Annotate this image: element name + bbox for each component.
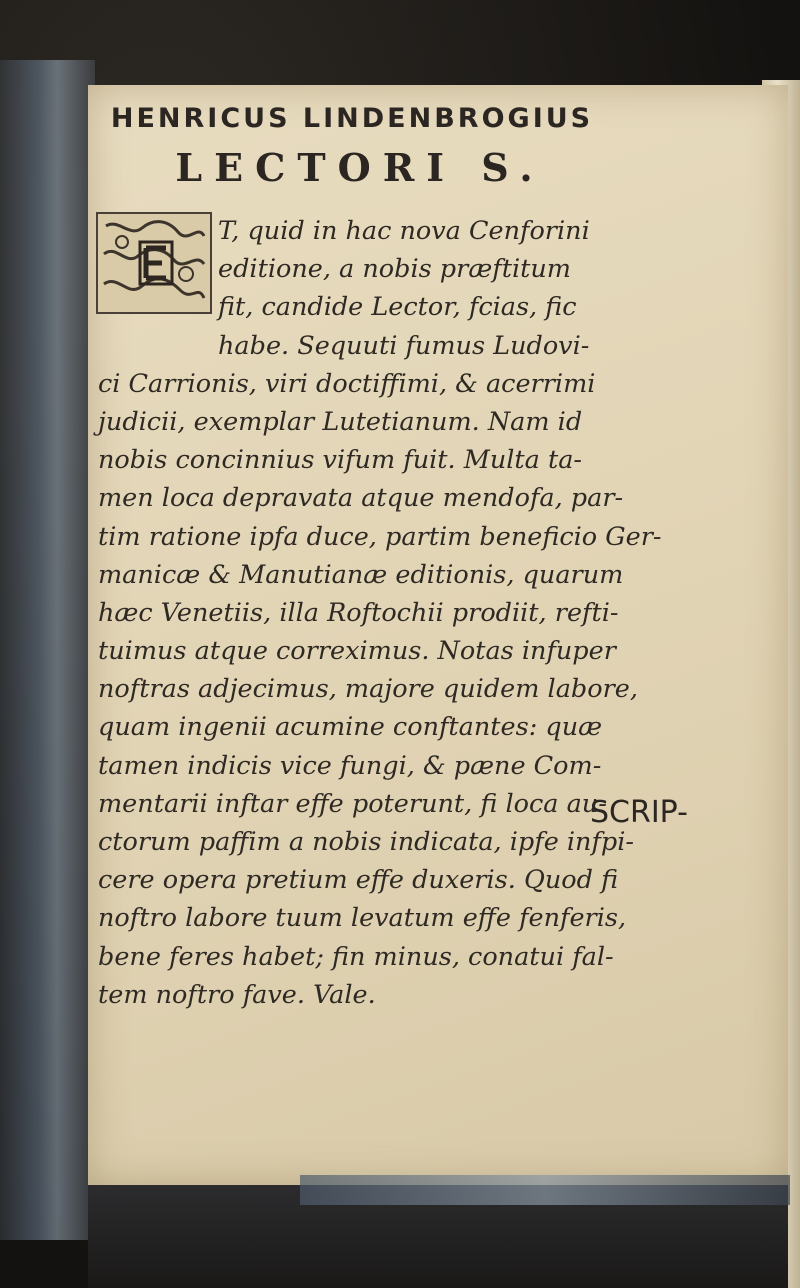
text-line: noftras adjecimus, majore quidem labore, [98, 674, 638, 705]
text-line: noftro labore tuum levatum effe fenferis, [98, 903, 627, 934]
text-line: hæc Venetiis, illa Roftochii prodiit, refti- [98, 597, 619, 628]
text-line: cere opera pretium effe duxeris. Quod fi [98, 865, 619, 896]
text-line: tuimus atque correximus. Notas infuper [98, 636, 616, 667]
text-line: tamen indicis vice fungi, & pæne Com- [98, 750, 602, 781]
running-head: HENRICUS LINDENBROGIUS [110, 103, 594, 134]
text-line: judicii, exemplar Lutetianum. Nam id [98, 406, 583, 437]
text-line: editione, a nobis præftitum [218, 254, 571, 285]
text-line: ci Carrionis, viri doctiffimi, & acerrimi [98, 368, 596, 399]
text-line: ctorum paffim a nobis indicata, ipfe infpi- [98, 827, 634, 857]
text-line: manicæ & Manutianæ editionis, quarum [98, 559, 624, 590]
left-book-edge [0, 60, 95, 1240]
catchword: SCRIP- [590, 795, 688, 830]
text-line: T, quid in hac nova Cenforini [218, 216, 590, 246]
text-line: mentarii inftar effe poterunt, fi loca au- [98, 788, 607, 819]
text-line: quam ingenii acumine conftantes: quæ [98, 712, 603, 743]
text-line: habe. Sequuti fumus Ludovi- [218, 330, 590, 361]
section-title: LECTORI S. [175, 145, 545, 190]
text-line: fit, candide Lector, fcias, fic [218, 292, 577, 323]
bottom-page-edge [300, 1175, 790, 1205]
text-line: tim ratione ipfa duce, partim beneficio Ger- [98, 521, 662, 552]
text-line: tem noftro fave. Vale. [98, 979, 376, 1010]
text-line: bene feres habet; fin minus, conatui fal- [98, 941, 614, 972]
text-line: nobis concinnius vifum fuit. Multa ta- [98, 445, 583, 476]
text-line: men loca depravata atque mendofa, par- [98, 483, 624, 514]
preface-body [98, 212, 688, 1014]
